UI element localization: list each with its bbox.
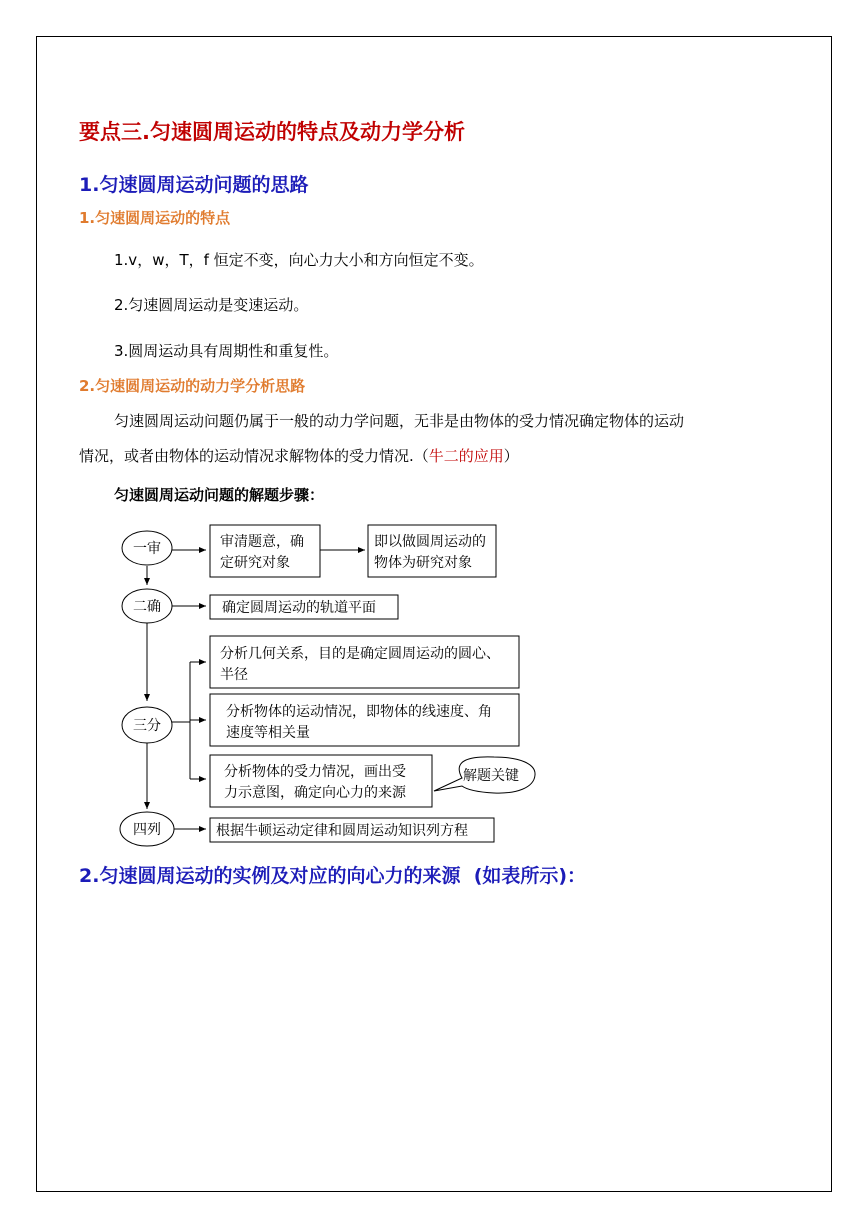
shen-box-2-line1: 即以做圆周运动的 bbox=[374, 534, 486, 550]
feature-item-3: 3.圆周运动具有周期性和重复性。 bbox=[114, 342, 339, 360]
lie-box-text: 根据牛顿运动定律和圆周运动知识列方程 bbox=[216, 823, 468, 839]
fen-box-2-line2: 速度等相关量 bbox=[226, 725, 310, 741]
analysis-para-line1: 匀速圆周运动问题仍属于一般的动力学问题，无非是由物体的受力情况确定物体的运动 bbox=[114, 412, 685, 430]
fen-box-3-line2: 力示意图，确定向心力的来源 bbox=[224, 785, 406, 801]
step-label-shen: 一审 bbox=[133, 541, 161, 557]
que-box-text: 确定圆周运动的轨道平面 bbox=[222, 600, 376, 616]
key-callout-text: 解题关键 bbox=[463, 768, 519, 784]
section2-title: 2.匀速圆周运动的实例及对应的向心力的来源 (如表所示)： bbox=[79, 865, 587, 887]
fen-box-1-line1: 分析几何关系，目的是确定圆周运动的圆心、 bbox=[220, 646, 500, 662]
sub1-title: 1.匀速圆周运动的特点 bbox=[79, 209, 231, 227]
shen-box-1-line2: 定研究对象 bbox=[220, 555, 290, 571]
shen-box-1-line1: 审清题意，确 bbox=[220, 534, 304, 550]
sub2-title: 2.匀速圆周运动的动力学分析思路 bbox=[79, 377, 306, 395]
feature-item-1: 1.v，w，T，f 恒定不变，向心力大小和方向恒定不变。 bbox=[114, 251, 484, 269]
fen-box-1-line2: 半径 bbox=[220, 667, 248, 683]
section2-note: (如表所示)： bbox=[473, 865, 587, 887]
analysis-para-line2: 情况，或者由物体的运动情况求解物体的受力情况.（牛二的应用） bbox=[79, 447, 519, 465]
feature-item-2: 2.匀速圆周运动是变速运动。 bbox=[114, 296, 309, 314]
step-label-fen: 三分 bbox=[133, 718, 161, 734]
step-label-lie: 四列 bbox=[133, 822, 161, 838]
fen-box-3-line1: 分析物体的受力情况，画出受 bbox=[224, 764, 406, 780]
fen-box-2-line1: 分析物体的运动情况，即物体的线速度、角 bbox=[226, 704, 492, 720]
step-label-que: 二确 bbox=[133, 599, 161, 615]
steps-title: 匀速圆周运动问题的解题步骤： bbox=[114, 486, 325, 504]
main-heading: 要点三.匀速圆周运动的特点及动力学分析 bbox=[79, 120, 465, 144]
fen-box-1 bbox=[210, 636, 519, 688]
shen-box-2-line2: 物体为研究对象 bbox=[374, 555, 472, 571]
analysis-note: 牛二的应用 bbox=[428, 447, 504, 465]
section1-title: 1.匀速圆周运动问题的思路 bbox=[79, 174, 309, 196]
